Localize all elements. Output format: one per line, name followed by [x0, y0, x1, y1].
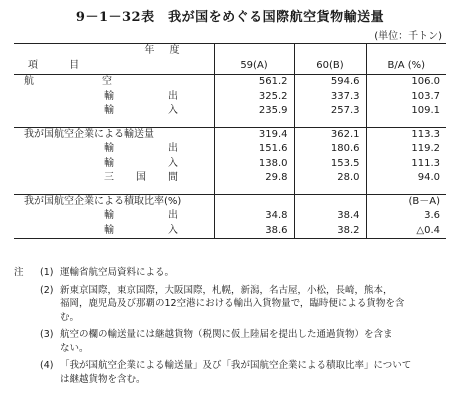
row-label: 三国間 — [104, 172, 200, 183]
value-a — [214, 194, 294, 209]
value-a: 151.6 — [214, 142, 294, 157]
note-line: 福岡，鹿児島及び那覇の12空港における輸出入貨物量で，臨時便による貨物を含 — [60, 298, 405, 309]
freight-table — [14, 43, 446, 239]
table-row — [14, 142, 446, 157]
note-line: む。 — [60, 311, 80, 323]
table-row — [14, 209, 446, 224]
row-label: 輸 出 — [104, 210, 200, 221]
row-label: 輸 出 — [104, 143, 200, 154]
row-label: 輸 入 — [14, 224, 214, 239]
notes-lead: 注 — [14, 267, 24, 278]
note-number: (3) — [40, 329, 54, 340]
row-label: 輸 出 — [104, 90, 200, 102]
header-year: 年 度 — [14, 44, 214, 60]
note-line: ない。 — [60, 342, 89, 354]
value-ratio: (B－A) — [366, 194, 446, 209]
notes — [14, 266, 454, 386]
table-row — [14, 90, 446, 105]
value-b: 337.3 — [294, 90, 366, 105]
note-number: (1) — [40, 267, 54, 278]
note-item — [14, 328, 454, 355]
section-row — [14, 75, 446, 90]
table-row — [14, 224, 446, 239]
note-line: 航空の欄の輸送量には継越貨物（税関に仮上陸届を提出した通過貨物）を含ま — [60, 329, 393, 340]
value-ratio: 119.2 — [366, 142, 446, 157]
note-item — [14, 359, 454, 386]
row-label: 輸 入 — [104, 157, 200, 169]
section-row — [14, 194, 446, 209]
section-label: 我が国航空企業による輸送量 — [14, 127, 214, 142]
value-b — [294, 194, 366, 209]
value-ratio: 106.0 — [366, 75, 446, 90]
header-item: 項 目 — [28, 60, 94, 72]
note-line: 「我が国航空企業による輸送量」及び「我が国航空企業による積取比率」について — [60, 360, 412, 371]
value-a: 561.2 — [214, 75, 294, 90]
value-b: 180.6 — [294, 142, 366, 157]
value-a: 29.8 — [214, 171, 294, 186]
value-b: 257.3 — [294, 104, 366, 119]
table-row — [14, 157, 446, 172]
value-b: 28.0 — [294, 171, 366, 186]
note-number: (2) — [40, 284, 54, 296]
table-title: 9－1－32表 我が国をめぐる国際航空貨物輸送量 — [75, 10, 385, 25]
header-col-b: 60(B) — [294, 59, 366, 75]
value-ratio: 111.3 — [366, 157, 446, 172]
note-line: 運輸省航空局資料による。 — [60, 267, 175, 278]
value-b: 153.5 — [294, 157, 366, 172]
section-label: 我が国航空企業による積取比率(%) — [14, 194, 214, 209]
section-row — [14, 127, 446, 142]
value-b: 38.4 — [294, 209, 366, 224]
value-a: 38.6 — [214, 224, 294, 239]
value-ratio: 3.6 — [366, 209, 446, 224]
note-line: 新東京国際，東京国際，大阪国際，札幌，新潟，名古屋，小松，長崎，熊本， — [60, 284, 393, 296]
table-row — [14, 171, 446, 186]
row-label: 輸 入 — [104, 105, 200, 116]
value-a: 34.8 — [214, 209, 294, 224]
section-label: 航 空 — [14, 75, 214, 90]
value-ratio: 109.1 — [366, 104, 446, 119]
value-a: 138.0 — [214, 157, 294, 172]
value-b: 594.6 — [294, 75, 366, 90]
header-col-ratio: B/A (%) — [366, 59, 446, 75]
note-item — [14, 284, 454, 325]
value-a: 235.9 — [214, 104, 294, 119]
value-b: 38.2 — [294, 224, 366, 239]
table-row — [14, 104, 446, 119]
value-a: 325.2 — [214, 90, 294, 105]
value-a: 319.4 — [214, 127, 294, 142]
note-number: (4) — [40, 360, 54, 371]
value-ratio: 94.0 — [366, 171, 446, 186]
unit-label: (単位：千トン) — [374, 31, 442, 42]
header-row-item — [14, 59, 446, 75]
header-row-year — [14, 44, 446, 60]
value-ratio: 113.3 — [366, 127, 446, 142]
value-ratio: △0.4 — [366, 224, 446, 239]
header-col-a: 59(A) — [214, 59, 294, 75]
value-b: 362.1 — [294, 127, 366, 142]
value-ratio: 103.7 — [366, 90, 446, 105]
note-line: は継越貨物を含む。 — [60, 373, 146, 385]
note-item — [14, 266, 454, 280]
